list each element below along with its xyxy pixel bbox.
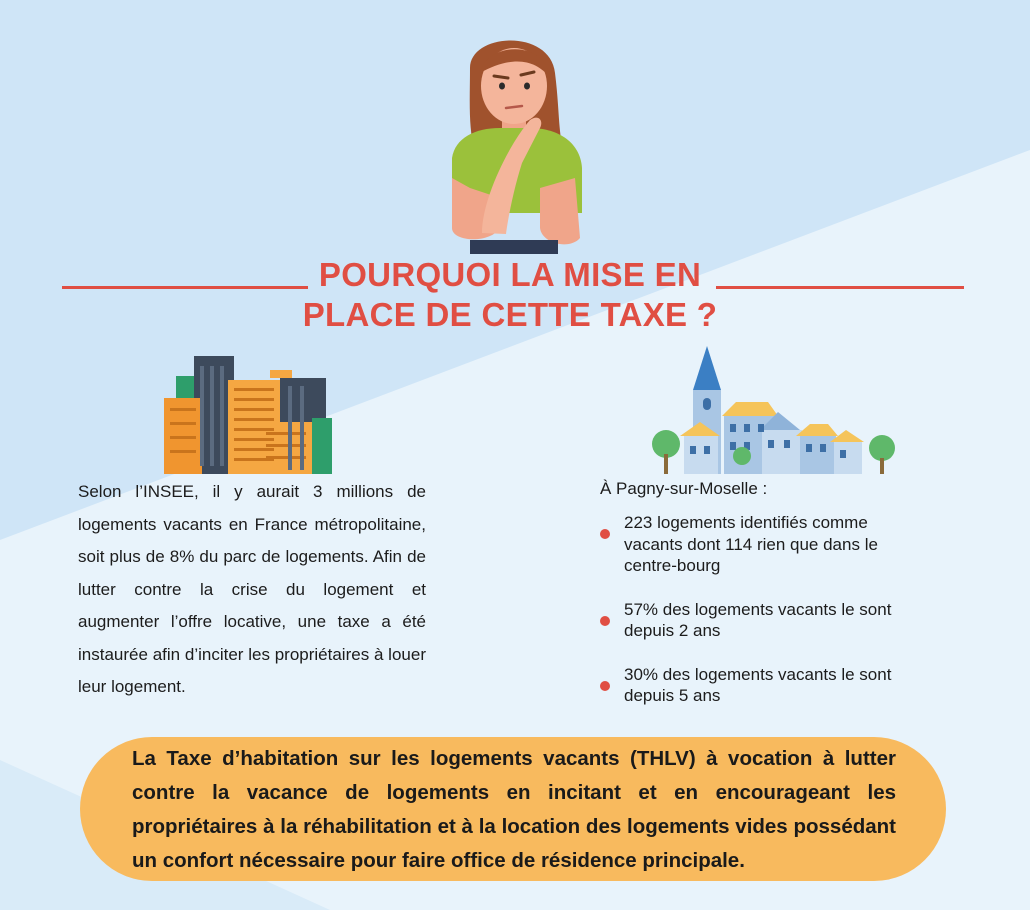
thinking-woman-illustration: [430, 28, 600, 254]
fact-text: 223 logements identifiés comme vacants dont 114 rien que dans le centre-bourg: [624, 513, 878, 575]
bullet-dot-icon: [600, 681, 610, 691]
heading-rule-left: [62, 286, 308, 289]
page-title: [300, 255, 720, 335]
insee-paragraph: Selon l’INSEE, il y aurait 3 millions de logements vacants en France métropolitaine, soit plus de 8% du parc de logements. Afin de lutter contre la crise du logement et augmenter l’offre locative, une taxe a été instaurée afin d’inciter les propriétaires à louer leur logement.: [78, 482, 426, 696]
list-item: [600, 512, 900, 577]
city-buildings-illustration: [162, 352, 334, 474]
village-church-illustration: [650, 346, 898, 474]
list-item: [600, 599, 900, 642]
facts-list: [600, 512, 900, 729]
location-title: À Pagny-sur-Moselle :: [600, 479, 768, 498]
bullet-dot-icon: [600, 529, 610, 539]
list-item: [600, 664, 900, 707]
heading-rule-right: [716, 286, 964, 289]
fact-text: 30% des logements vacants le sont depuis 5 ans: [624, 664, 892, 705]
bullet-dot-icon: [600, 616, 610, 626]
page-title-line-1: POURQUOI LA MISE EN: [318, 256, 702, 293]
fact-text: 57% des logements vacants le sont depuis 2 ans: [624, 599, 892, 640]
page-title-line-2: PLACE DE CETTE TAXE ?: [302, 296, 718, 333]
callout-text: La Taxe d’habitation sur les logements vacants (THLV) à vocation à lutter contre la vacance de logements en incitant et en encourageant les propriétaires à la réhabilitation et à la location des logements vides possédant un confort nécessaire pour faire office de résidence principale.: [132, 747, 896, 872]
